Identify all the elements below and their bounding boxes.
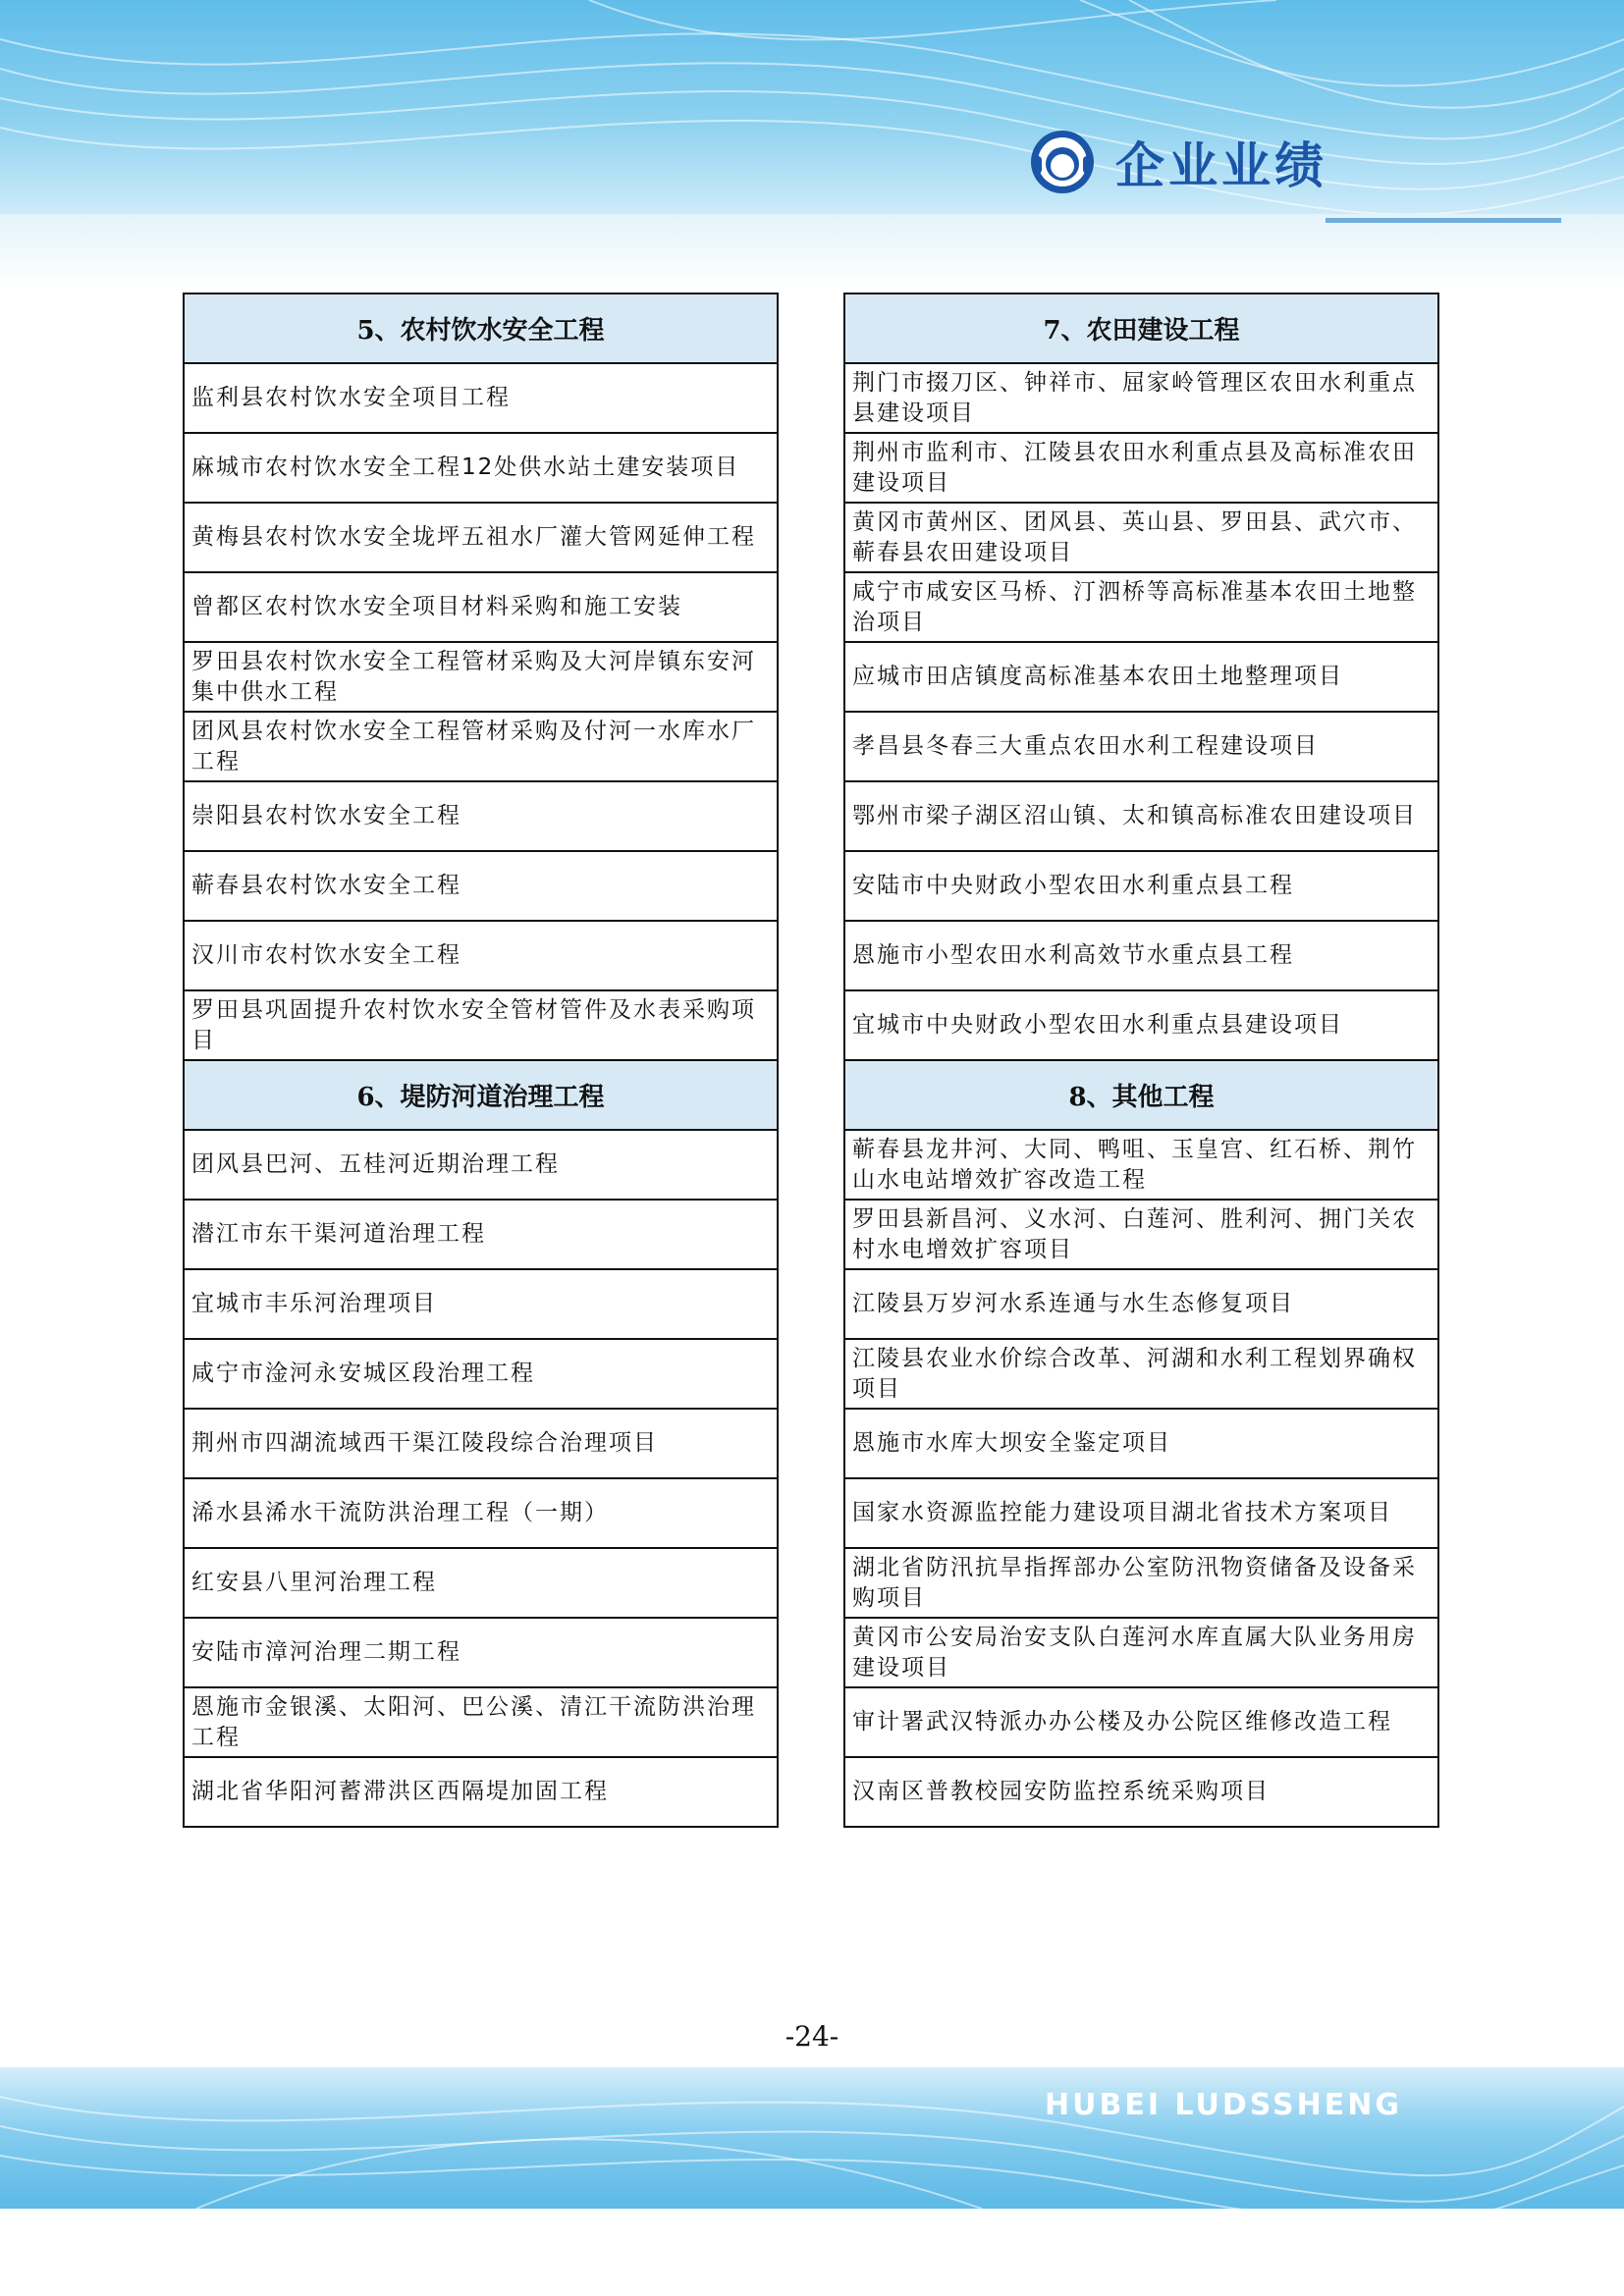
project-table-left: [183, 293, 779, 1828]
table-row: [844, 1130, 1438, 1200]
project-item: 崇阳县农村饮水安全工程: [184, 781, 778, 851]
table-row: [184, 990, 778, 1060]
section-title-wrap: [1029, 126, 1327, 198]
wave-decoration: [0, 0, 1624, 224]
table-row: [184, 781, 778, 851]
table-row: [844, 642, 1438, 712]
section-heading: 5、农村饮水安全工程: [184, 294, 778, 363]
table-row: [184, 921, 778, 990]
project-item: 应城市田店镇度高标准基本农田土地整理项目: [844, 642, 1438, 712]
header-fade: [0, 214, 1624, 288]
table-row: [184, 1130, 778, 1200]
table-row: [184, 1757, 778, 1827]
project-item: 潜江市东干渠河道治理工程: [184, 1200, 778, 1269]
table-row: [844, 503, 1438, 572]
project-item: 湖北省华阳河蓄滞洪区西隔堤加固工程: [184, 1757, 778, 1827]
project-item: 黄冈市黄州区、团风县、英山县、罗田县、武穴市、蕲春县农田建设项目: [844, 503, 1438, 572]
project-item: 曾都区农村饮水安全项目材料采购和施工安装: [184, 572, 778, 642]
section-heading-row: [184, 294, 778, 363]
project-item: 孝昌县冬春三大重点农田水利工程建设项目: [844, 712, 1438, 781]
section-heading-row: [844, 1060, 1438, 1130]
project-item: 团风县农村饮水安全工程管材采购及付河一水库水厂工程: [184, 712, 778, 781]
table-row: [184, 851, 778, 921]
table-row: [184, 1339, 778, 1409]
table-row: [844, 1339, 1438, 1409]
table-row: [184, 1548, 778, 1618]
project-item: 罗田县新昌河、义水河、白莲河、胜利河、拥门关农村水电增效扩容项目: [844, 1200, 1438, 1269]
table-row: [184, 572, 778, 642]
page-header-banner: [0, 0, 1624, 224]
project-item: 审计署武汉特派办办公楼及办公院区维修改造工程: [844, 1687, 1438, 1757]
table-row: [844, 990, 1438, 1060]
project-item: 汉南区普教校园安防监控系统采购项目: [844, 1757, 1438, 1827]
project-item: 国家水资源监控能力建设项目湖北省技术方案项目: [844, 1478, 1438, 1548]
project-item: 黄冈市公安局治安支队白莲河水库直属大队业务用房建设项目: [844, 1618, 1438, 1687]
table-row: [844, 1757, 1438, 1827]
section-heading: 8、其他工程: [844, 1060, 1438, 1130]
project-item: 荆州市监利市、江陵县农田水利重点县及高标准农田建设项目: [844, 433, 1438, 503]
table-row: [184, 1409, 778, 1478]
project-item: 鄂州市梁子湖区沼山镇、太和镇高标准农田建设项目: [844, 781, 1438, 851]
project-item: 安陆市漳河治理二期工程: [184, 1618, 778, 1687]
project-item: 荆门市掇刀区、钟祥市、屈家岭管理区农田水利重点县建设项目: [844, 363, 1438, 433]
table-row: [844, 921, 1438, 990]
section-heading-row: [844, 294, 1438, 363]
project-item: 罗田县巩固提升农村饮水安全管材管件及水表采购项目: [184, 990, 778, 1060]
table-row: [844, 1409, 1438, 1478]
project-item: 恩施市水库大坝安全鉴定项目: [844, 1409, 1438, 1478]
table-row: [844, 433, 1438, 503]
table-row: [844, 712, 1438, 781]
project-item: 黄梅县农村饮水安全垅坪五祖水厂灌大管网延伸工程: [184, 503, 778, 572]
project-item: 湖北省防汛抗旱指挥部办公室防汛物资储备及设备采购项目: [844, 1548, 1438, 1618]
section-heading-row: [184, 1060, 778, 1130]
project-item: 红安县八里河治理工程: [184, 1548, 778, 1618]
table-row: [184, 363, 778, 433]
table-row: [844, 572, 1438, 642]
table-row: [184, 1618, 778, 1687]
table-row: [184, 712, 778, 781]
table-row: [184, 642, 778, 712]
table-row: [844, 1618, 1438, 1687]
table-row: [184, 503, 778, 572]
project-item: 蕲春县龙井河、大同、鸭咀、玉皇宫、红石桥、荆竹山水电站增效扩容改造工程: [844, 1130, 1438, 1200]
table-row: [844, 1478, 1438, 1548]
project-item: 咸宁市咸安区马桥、汀泗桥等高标准基本农田土地整治项目: [844, 572, 1438, 642]
project-item: 江陵县万岁河水系连通与水生态修复项目: [844, 1269, 1438, 1339]
project-item: 麻城市农村饮水安全工程12处供水站土建安装项目: [184, 433, 778, 503]
table-row: [184, 1200, 778, 1269]
table-row: [844, 1200, 1438, 1269]
table-row: [184, 433, 778, 503]
project-item: 浠水县浠水干流防洪治理工程（一期）: [184, 1478, 778, 1548]
table-row: [844, 851, 1438, 921]
section-heading: 6、堤防河道治理工程: [184, 1060, 778, 1130]
project-item: 咸宁市淦河永安城区段治理工程: [184, 1339, 778, 1409]
project-item: 恩施市小型农田水利高效节水重点县工程: [844, 921, 1438, 990]
title-underline: [1326, 218, 1561, 223]
headset-logo-icon: [1029, 129, 1096, 195]
project-item: 汉川市农村饮水安全工程: [184, 921, 778, 990]
section-heading: 7、农田建设工程: [844, 294, 1438, 363]
table-row: [844, 1269, 1438, 1339]
project-item: 荆州市四湖流域西干渠江陵段综合治理项目: [184, 1409, 778, 1478]
project-item: 安陆市中央财政小型农田水利重点县工程: [844, 851, 1438, 921]
project-item: 恩施市金银溪、太阳河、巴公溪、清江干流防洪治理工程: [184, 1687, 778, 1757]
table-row: [844, 781, 1438, 851]
table-row: [844, 1548, 1438, 1618]
project-item: 江陵县农业水价综合改革、河湖和水利工程划界确权项目: [844, 1339, 1438, 1409]
project-item: 监利县农村饮水安全项目工程: [184, 363, 778, 433]
table-row: [844, 1687, 1438, 1757]
footer-brand: HUBEI LUDSSHENG: [1045, 2088, 1402, 2122]
project-item: 宜城市中央财政小型农田水利重点县建设项目: [844, 990, 1438, 1060]
project-item: 罗田县农村饮水安全工程管材采购及大河岸镇东安河集中供水工程: [184, 642, 778, 712]
table-row: [844, 363, 1438, 433]
page-title: 企业业绩: [1115, 137, 1327, 194]
project-item: 团风县巴河、五桂河近期治理工程: [184, 1130, 778, 1200]
page-number: -24-: [785, 2020, 839, 2053]
table-row: [184, 1478, 778, 1548]
table-row: [184, 1269, 778, 1339]
project-item: 宜城市丰乐河治理项目: [184, 1269, 778, 1339]
project-table-right: [843, 293, 1439, 1828]
project-item: 蕲春县农村饮水安全工程: [184, 851, 778, 921]
table-row: [184, 1687, 778, 1757]
